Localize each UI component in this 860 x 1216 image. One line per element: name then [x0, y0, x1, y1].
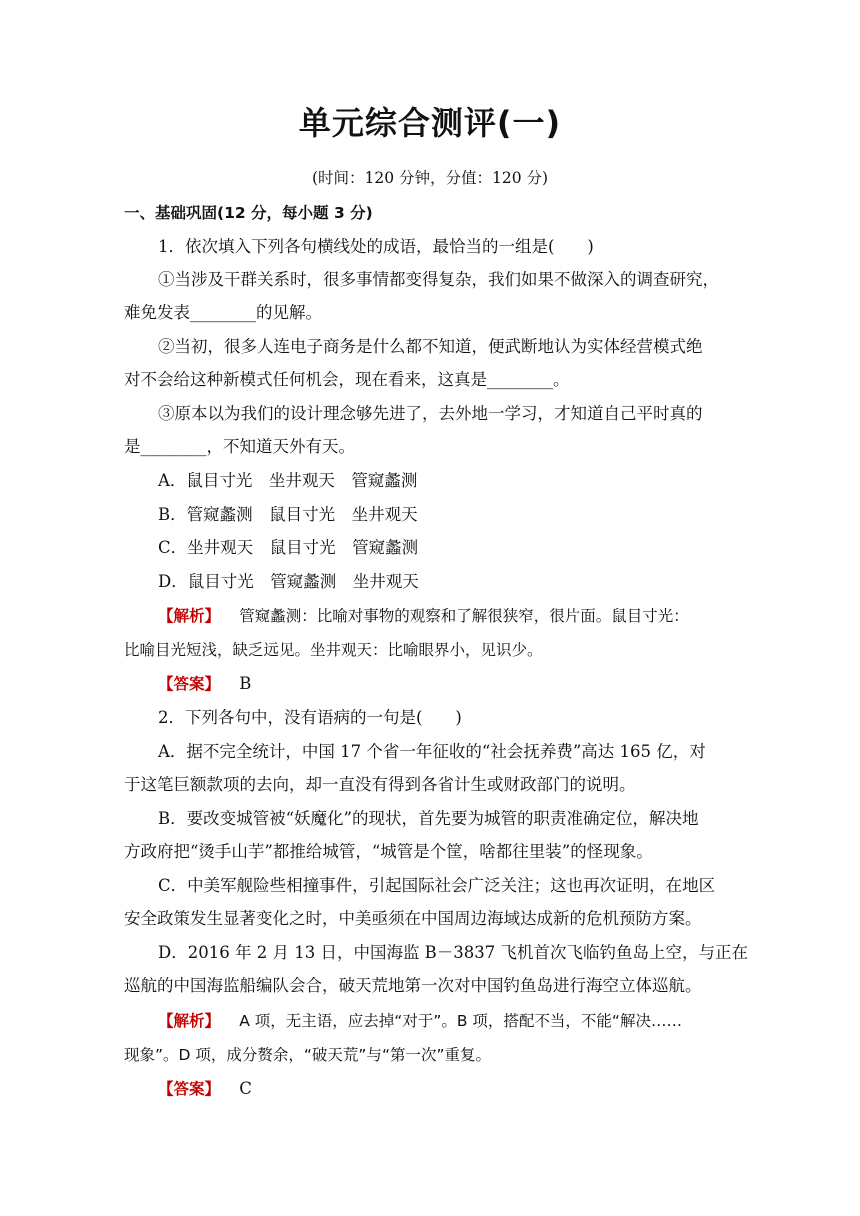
explanation-text: A 项，无主语，应去掉“对于”。B 项，搭配不当，不能“解决…… [239, 1012, 682, 1030]
explanation-tag: 【解析】 [158, 1012, 221, 1030]
sentence-text: ②当初，很多人连电子商务是什么都不知道，便武断地认为实体经营模式绝 [158, 337, 703, 356]
option-text: 安全政策发生显著变化之时，中美亟须在中国周边海域达成新的危机预防方案。 [124, 909, 702, 928]
answer-value: B [239, 674, 252, 693]
option-text: 于这笔巨额款项的去向，却一直没有得到各省计生或财政部门的说明。 [124, 775, 636, 794]
explanation-text: 比喻目光短浅，缺乏远见。坐井观天：比喻眼界小，见识少。 [124, 641, 543, 659]
sentence-text: 是________，不知道天外有天。 [124, 437, 355, 456]
option-a: A．鼠目寸光 坐井观天 管窥蠡测 [158, 471, 418, 490]
explanation [158, 1010, 778, 1032]
section-heading: 一、基础巩固(12 分，每小题 3 分) [124, 204, 373, 222]
explanation [158, 605, 778, 627]
option-text: 方政府把“烫手山芋”都推给城管，“城管是个筐，啥都往里装”的怪现象。 [124, 842, 653, 861]
question-stem: 1．依次填入下列各句横线处的成语，最恰当的一组是( ) [158, 237, 594, 256]
option-b: B．要改变城管被“妖魔化”的现状，首先要为城管的职责准确定位，解决地 [158, 809, 699, 828]
answer-value: C [239, 1079, 252, 1098]
answer [158, 673, 778, 695]
sentence-text: 难免发表________的见解。 [124, 303, 322, 322]
explanation-text: 现象”。D 项，成分赘余，“破天荒”与“第一次”重复。 [124, 1046, 492, 1064]
option-c: C．中美军舰险些相撞事件，引起国际社会广泛关注；这也再次证明，在地区 [158, 876, 716, 895]
explanation-tag: 【解析】 [158, 607, 221, 625]
option-d: D．鼠目寸光 管窥蠡测 坐井观天 [158, 572, 419, 591]
option-c: C．坐井观天 鼠目寸光 管窥蠡测 [158, 538, 419, 557]
answer [158, 1078, 778, 1100]
option-text: 巡航的中国海监船编队会合，破天荒地第一次对中国钓鱼岛进行海空立体巡航。 [124, 976, 702, 995]
answer-tag: 【答案】 [158, 675, 221, 693]
sentence-text: ①当涉及干群关系时，很多事情都变得复杂，我们如果不做深入的调查研究， [158, 270, 719, 289]
sentence-text: 对不会给这种新模式任何机会，现在看来，这真是________。 [124, 370, 570, 389]
option-d: D．2016 年 2 月 13 日，中国海监 B－3837 飞机首次飞临钓鱼岛上空，与正在 [158, 943, 749, 962]
page-title: 单元综合测评(一) [298, 104, 562, 142]
option-a: A．据不完全统计，中国 17 个省一年征收的“社会抚养费”高达 165 亿，对 [158, 742, 706, 761]
sentence-text: ③原本以为我们的设计理念够先进了，去外地一学习，才知道自己平时真的 [158, 404, 703, 423]
answer-tag: 【答案】 [158, 1080, 221, 1098]
question-stem: 2．下列各句中，没有语病的一句是( ) [158, 708, 462, 727]
explanation-text: 管窥蠡测：比喻对事物的观察和了解很狭窄，很片面。鼠目寸光： [239, 607, 689, 625]
option-b: B．管窥蠡测 鼠目寸光 坐井观天 [158, 505, 418, 524]
exam-info: (时间：120 分钟，分值：120 分) [311, 169, 549, 187]
